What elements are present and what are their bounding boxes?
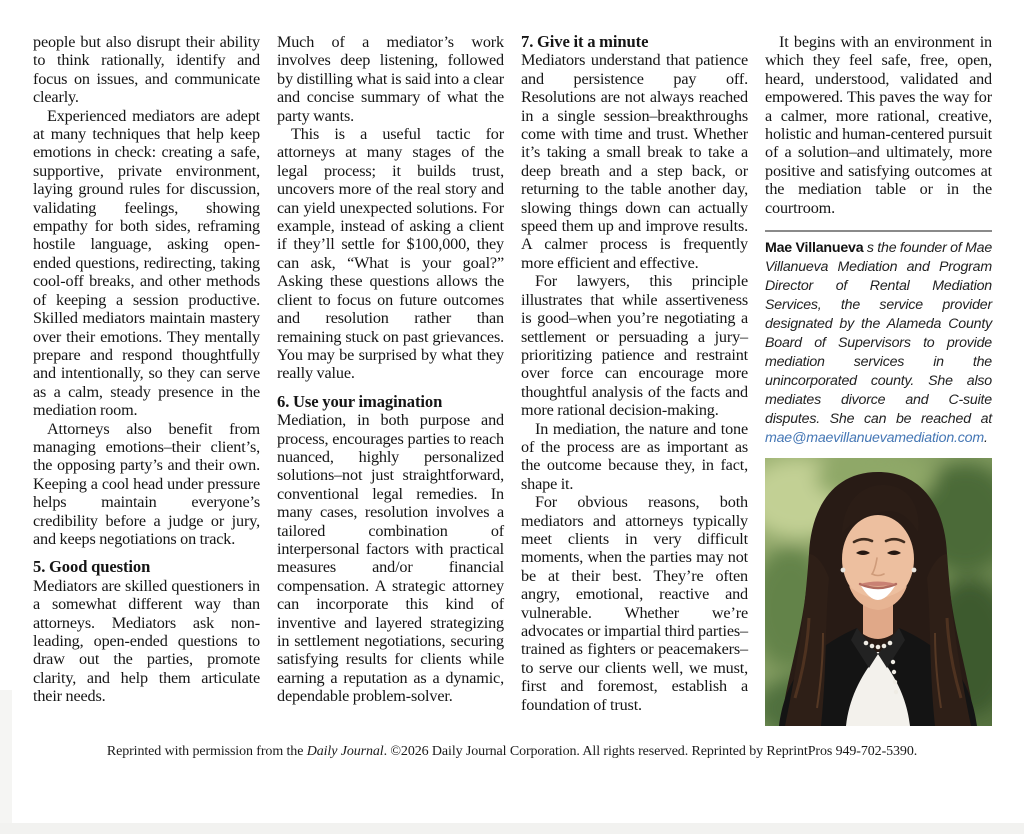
- paragraph: Much of a mediator’s work involves deep listening, followed by distilling what is said into a clear and concise summary of what the party wants.: [277, 33, 504, 125]
- column-2: [277, 33, 504, 726]
- scan-edge-left: [0, 690, 12, 834]
- paragraph: people but also disrupt their ability to think rationally, identify and focus on issues, and communicate clearly.: [33, 33, 260, 107]
- mae-villanueva-portrait: [765, 458, 992, 726]
- column-1: [33, 33, 260, 726]
- paragraph: For lawyers, this principle illustrates that while assertiveness is good–when you’re negotiating a settlement or persuading a jury–prioritizing patience and restraint over force can encourage more thoughtful analysis of the facts and more rational decision-making.: [521, 272, 748, 420]
- author-email-link[interactable]: mae@maevillanuevamediation.com: [765, 430, 984, 447]
- footer-journal-name: Daily Journal: [306, 744, 384, 759]
- footer-credit-pre: Reprinted with permission from the: [106, 744, 307, 759]
- paragraph: Mediators understand that patience and persistence pay off. Resolutions are not always reached in a single session–breakthroughs come with time and trust. Whether it’s taking a small break to take a deep breath and a step back, or returning to the table another day, slowing things down can actually speed them up and improve results. A calmer process is frequently more efficient and effective.: [521, 51, 748, 272]
- section-heading-5: 5. Good question: [33, 557, 151, 577]
- paragraph: Mediation, in both purpose and process, encourages parties to reach nuanced, highly personalized solutions–not just straightforward, conventional legal remedies. In many cases, resolution involves a tailored combination of interpersonal factors with practical measures and/or financial compensation. A strategic attorney can incorporate this kind of inventive and layered strategizing in settlement negotiations, securing satisfying results for clients while earning a reputation as a dynamic, dependable problem-solver.: [277, 411, 504, 706]
- author-name: Mae Villanueva: [765, 240, 864, 257]
- paragraph: Experienced mediators are adept at many techniques that help keep emotions in check: creating a safe, supportive, private environment, laying ground rules for discussion, validating feelings, showing empathy for both sides, reframing hostile language, asking open-ended questions, redirecting, taking cool-off breaks, and other methods of keeping a session productive. Skilled mediators maintain mastery over their emotions. They mentally prepare and respond thoughtfully and intentionally, so they can serve as a calm, steady presence in the mediation room.: [33, 106, 260, 420]
- paragraph: Mediators are skilled questioners in a somewhat different way than attorneys. Mediators ask non-leading, open-ended questions to draw out the parties, promote clarity, and help them articulate their needs.: [33, 576, 260, 706]
- article-columns: [33, 33, 991, 726]
- paragraph: It begins with an environment in which they feel safe, free, open, heard, understood, validated and empowered. This paves the way for a calmer, more rational, creative, holistic and human-centered pursuit of a solution–and ultimately, more positive and satisfying outcomes at the mediation table or in the courtroom.: [765, 33, 992, 217]
- paragraph: This is a useful tactic for attorneys at many stages of the legal process; it builds trust, uncovers more of the real story and can yield unexpected solutions. For example, instead of asking a client if they’ll settle for $100,000, they can ask, “What is your goal?” Asking these questions allows the client to focus on future outcomes and resolution rather than remaining stuck on past grievances. You may be surprised by what they really value.: [277, 125, 504, 383]
- column-3: [521, 33, 748, 726]
- footer-credit-post: . ©2026 Daily Journal Corporation. All rights reserved. Reprinted by ReprintPros 949-702-5390.: [383, 744, 918, 759]
- section-heading-6: 6. Use your imagination: [277, 391, 443, 411]
- section-heading-7: 7. Give it a minute: [521, 32, 649, 51]
- column-4: [765, 33, 992, 726]
- paragraph: For obvious reasons, both mediators and attorneys typically meet clients in very difficult moments, when the parties may not be at their best. They’re often angry, emotional, reactive and vulnerable. Whether we’re advocates or impartial third parties–trained as fighters or peacemakers–to serve our clients well, we must, first and foremost, establish a foundation of trust.: [521, 493, 748, 714]
- author-bio-period: .: [983, 430, 988, 447]
- paragraph: In mediation, the nature and tone of the process are as important as the outcome because they, in fact, shape it.: [521, 419, 748, 493]
- author-bio-text: s the founder of Mae Villanueva Mediation and Program Director of Rental Mediation Services, the service provider designated by the Alameda County Board of Supervisors to provide mediation services in the unincorporated county. She also mediates divorce and C-suite disputes. She can be reached at: [765, 240, 993, 428]
- scan-edge-bottom: [0, 823, 1024, 834]
- bio-divider: [765, 230, 992, 232]
- paragraph: Attorneys also benefit from managing emotions–their client’s, the opposing party’s and their own. Keeping a cool head under pressure helps maintain everyone’s credibility before a judge or jury, and keeps negotiations on track.: [33, 419, 260, 548]
- footer-credit: [0, 744, 1024, 760]
- author-bio: [765, 239, 992, 448]
